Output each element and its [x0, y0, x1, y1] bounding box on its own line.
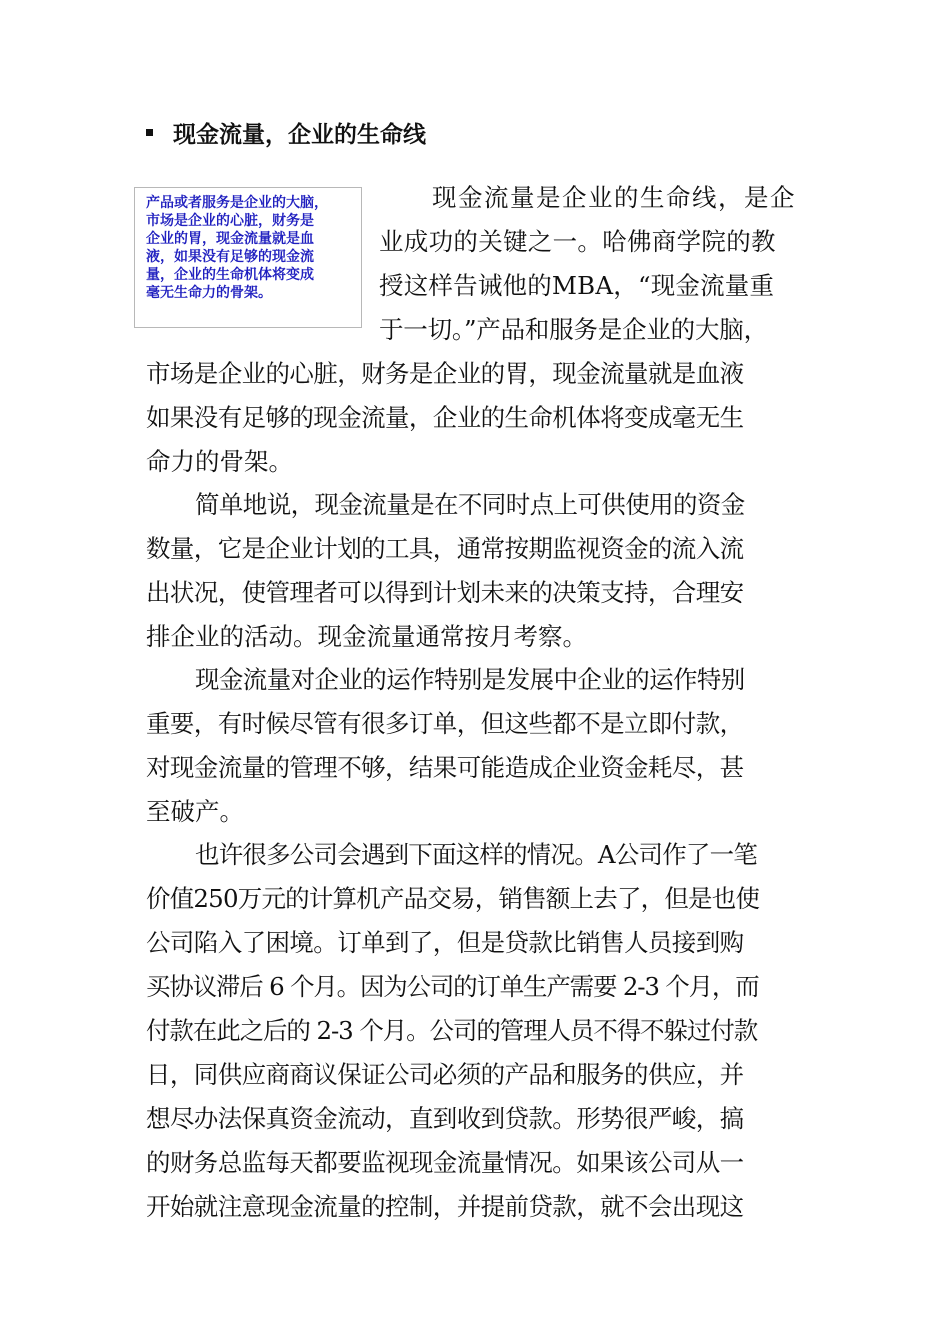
- pull-quote-line: 毫无生命力的骨架。: [146, 285, 272, 301]
- text-line: 市场是企业的心脏，财务是企业的胃，现金流量就是血液: [146, 359, 744, 388]
- text-line: 排企业的活动。现金流量通常按月考察。: [146, 622, 587, 651]
- pull-quote-line: 液，如果没有足够的现金流: [146, 249, 314, 265]
- pull-quote-line: 企业的胃，现金流量就是血: [146, 231, 314, 247]
- text-line: 也许很多公司会遇到下面这样的情况。A公司作了一笔: [195, 840, 757, 869]
- section-heading: [146, 112, 426, 152]
- pull-quote-line: 产品或者服务是企业的大脑，: [146, 195, 328, 211]
- pull-quote-line: 市场是企业的心脏，财务是: [146, 213, 314, 229]
- text-line: 至破产。: [146, 797, 244, 826]
- pull-quote-box: [134, 187, 362, 328]
- text-line: 开始就注意现金流量的控制，并提前贷款，就不会出现这: [146, 1192, 744, 1221]
- text-line: 的财务总监每天都要监视现金流量情况。如果该公司从一: [146, 1148, 744, 1177]
- text-line: 于一切。”产品和服务是企业的大脑，: [379, 315, 768, 344]
- text-line: 买协议滞后 6 个月。因为公司的订单生产需要 2-3 个月，而: [146, 972, 759, 1001]
- text-line: 授这样告诫他的MBA，“现金流量重: [379, 271, 775, 300]
- text-line: 命力的骨架。: [146, 447, 293, 476]
- text-line: 现金流量对企业的运作特别是发展中企业的运作特别: [195, 665, 745, 694]
- pull-quote-line: 量，企业的生命机体将变成: [146, 267, 314, 283]
- text-line: 现金流量是企业的生命线，是企: [432, 183, 796, 212]
- text-line: 重要，有时候尽管有很多订单，但这些都不是立即付款，: [146, 709, 744, 738]
- text-line: 出状况，使管理者可以得到计划未来的决策支持，合理安: [146, 578, 744, 607]
- section-title: 现金流量，企业的生命线: [173, 121, 426, 148]
- text-line: 公司陷入了困境。订单到了，但是贷款比销售人员接到购: [146, 928, 744, 957]
- text-line: 价值250万元的计算机产品交易，销售额上去了，但是也使: [146, 884, 760, 913]
- text-line: 数量，它是企业计划的工具，通常按期监视资金的流入流: [146, 534, 744, 563]
- text-line: 如果没有足够的现金流量，企业的生命机体将变成毫无生: [146, 403, 744, 432]
- text-line: 想尽办法保真资金流动，直到收到贷款。形势很严峻，搞: [146, 1104, 744, 1133]
- text-line: 业成功的关键之一。哈佛商学院的教: [379, 227, 776, 256]
- text-line: 日，同供应商商议保证公司必须的产品和服务的供应，并: [146, 1060, 744, 1089]
- text-line: 对现金流量的管理不够，结果可能造成企业资金耗尽，甚: [146, 753, 744, 782]
- text-line: 付款在此之后的 2-3 个月。公司的管理人员不得不躲过付款: [146, 1016, 758, 1045]
- text-line: 简单地说，现金流量是在不同时点上可供使用的资金: [195, 490, 745, 519]
- bullet-icon: [146, 129, 153, 136]
